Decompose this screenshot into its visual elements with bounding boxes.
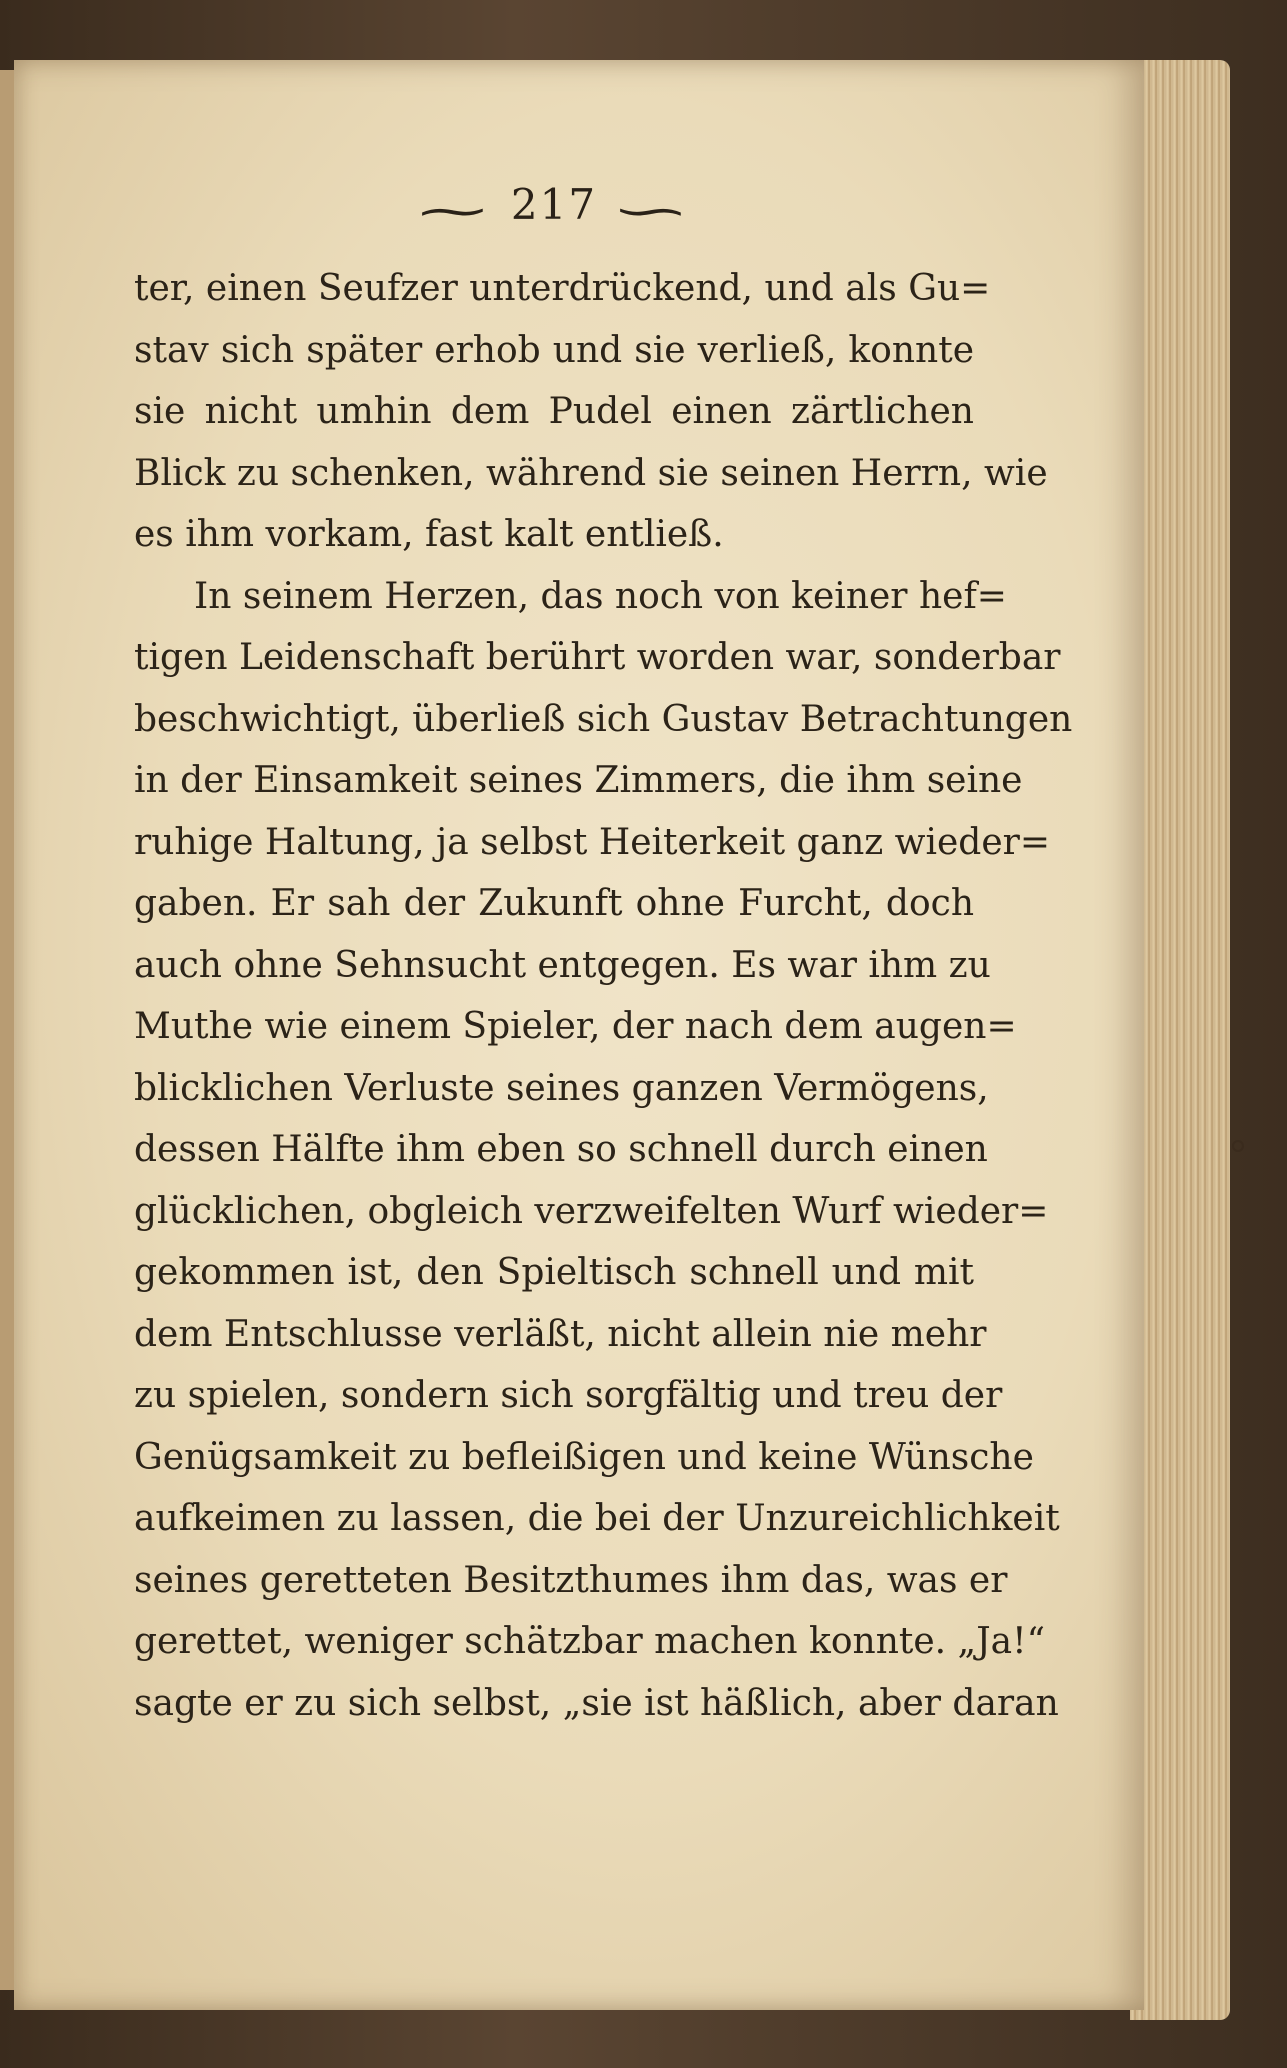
text-line: ruhige Haltung, ja selbst Heiterkeit ganz wieder= (134, 821, 1051, 863)
text-line: stav sich später erhob und sie verließ, konnte (134, 329, 974, 371)
text-line: dessen Hälfte ihm eben so schnell durch einen (134, 1129, 988, 1170)
text-line: Muthe wie einem Spieler, der nach dem augen= (134, 1006, 1017, 1047)
text-line: sie nicht umhin dem Pudel einen zärtlichen (134, 391, 974, 432)
text-line: in der Einsamkeit seines Zimmers, die ihm seine (134, 760, 1023, 801)
text-line: tigen Leidenschaft berührt worden war, sonderbar (134, 637, 1061, 678)
text-line: Blick zu schenken, während sie seinen Herrn, wie (134, 452, 1048, 494)
page-header (14, 170, 1144, 237)
text-line: gaben. Er sah der Zukunft ohne Furcht, doch (134, 883, 974, 924)
text-line: glücklichen, obgleich verzweifelten Wurf wieder= (134, 1190, 1049, 1232)
text-line: auch ohne Sehnsucht entgegen. Es war ihm zu (134, 944, 991, 986)
text-line: blicklichen Verluste seines ganzen Vermögens, (134, 1067, 989, 1109)
text-line: Genügsamkeit zu befleißigen und keine Wünsche (134, 1436, 1034, 1478)
text-line: gerettet, weniger schätzbar machen konnte. „Ja!“ (134, 1621, 1045, 1662)
text-line: es ihm vorkam, fast kalt entließ. (134, 514, 724, 555)
body-text (134, 258, 1073, 1734)
text-line: sagte er zu sich selbst, „sie ist häßlich, aber daran (134, 1682, 1059, 1724)
text-line: aufkeimen zu lassen, die bei der Unzureichlichkeit (134, 1498, 1060, 1539)
book-page (14, 60, 1144, 2010)
text-line: dem Entschlusse verläßt, nicht allein nie mehr (134, 1313, 987, 1355)
text-line: seines geretteten Besitzthumes ihm das, was er (134, 1559, 1008, 1601)
ornament-right-icon: ~ (609, 186, 691, 237)
ornament-left-icon: ~ (411, 186, 493, 237)
text-line: ter, einen Seufzer unterdrückend, und als Gu= (134, 268, 991, 309)
page-number: 217 (510, 180, 598, 229)
page-edges (1130, 60, 1230, 2020)
binding-mark (1232, 1140, 1244, 1152)
paragraph-start-line: In seinem Herzen, das noch von keiner hef= (194, 575, 1007, 617)
text-line: zu spielen, sondern sich sorgfältig und treu der (134, 1375, 1003, 1416)
text-line: gekommen ist, den Spieltisch schnell und mit (134, 1252, 974, 1293)
text-line: beschwichtigt, überließ sich Gustav Betrachtungen (134, 698, 1073, 740)
previous-page-edge (0, 70, 14, 1990)
